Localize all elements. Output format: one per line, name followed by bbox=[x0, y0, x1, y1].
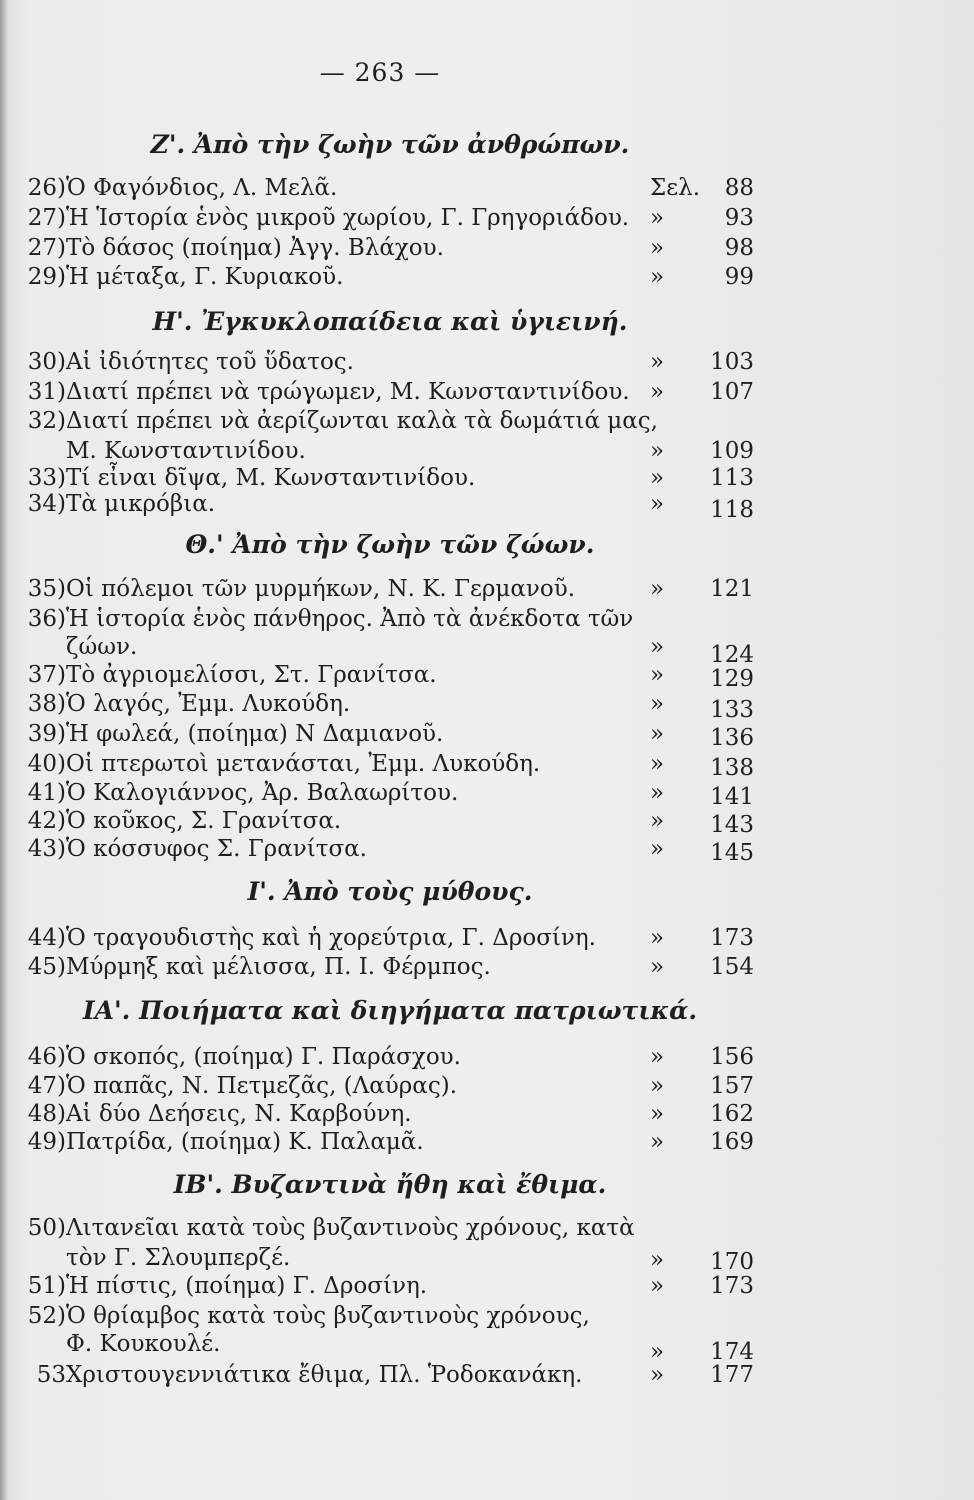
ditto-mark: » bbox=[650, 1362, 665, 1388]
entry-number: 38) bbox=[27, 691, 66, 717]
ditto-mark: » bbox=[650, 751, 665, 777]
entry-page: 103 bbox=[710, 349, 754, 375]
ditto-mark: » bbox=[650, 205, 665, 231]
entry-title: Ὁ θρίαμβος κατὰ τοὺς βυζαντινοὺς χρόνους, bbox=[66, 1303, 590, 1329]
entry-title: Τὸ δάσος (ποίημα) Ἀγγ. Βλάχου. bbox=[66, 235, 444, 261]
entry-title: Οἱ πτερωτοὶ μετανάσται, Ἐμμ. Λυκούδη. bbox=[66, 751, 541, 777]
entry-title: Ὁ λαγός, Ἐμμ. Λυκούδη. bbox=[66, 691, 351, 717]
entry-title: Ἡ πίστις, (ποίημα) Γ. Δροσίνη. bbox=[66, 1273, 428, 1299]
entry-title: Ὁ σκοπός, (ποίημα) Γ. Παράσχου. bbox=[66, 1044, 461, 1070]
entry-number: 49) bbox=[27, 1129, 66, 1155]
entry-page: 162 bbox=[710, 1101, 754, 1127]
ditto-mark: » bbox=[650, 1247, 665, 1273]
entry-page: 138 bbox=[710, 755, 754, 781]
section-heading-i: Ι'. Ἀπὸ τοὺς μύθους. bbox=[247, 877, 533, 906]
entry-page: 177 bbox=[710, 1362, 754, 1388]
entry-number: 27) bbox=[27, 235, 66, 261]
entry-title: Αἱ ἰδιότητες τοῦ ὕδατος. bbox=[66, 349, 354, 375]
entry-page: 98 bbox=[724, 235, 754, 261]
page-label: Σελ. bbox=[650, 175, 701, 201]
entry-title: Τὰ μικρόβια. bbox=[66, 491, 216, 517]
entry-page: 154 bbox=[710, 954, 754, 980]
entry-number: 46) bbox=[27, 1044, 66, 1070]
entry-number: 37) bbox=[27, 662, 66, 688]
ditto-mark: » bbox=[650, 721, 665, 747]
entry-number: 30) bbox=[27, 349, 66, 375]
entry-page: 118 bbox=[710, 497, 754, 523]
entry-number: 36) bbox=[27, 606, 66, 632]
entry-number: 47) bbox=[27, 1073, 66, 1099]
entry-page: 143 bbox=[710, 812, 754, 838]
entry-number: 32) bbox=[27, 408, 66, 434]
ditto-mark: » bbox=[650, 349, 665, 375]
ditto-mark: » bbox=[650, 491, 665, 517]
ditto-mark: » bbox=[650, 438, 665, 464]
entry-title-continued: τὸν Γ. Σλουμπερζέ. bbox=[66, 1245, 291, 1271]
entry-title: Ὁ τραγουδιστὴς καὶ ἡ χορεύτρια, Γ. Δροσίνη. bbox=[66, 925, 596, 951]
entry-page: 173 bbox=[710, 1273, 754, 1299]
entry-title-continued: Φ. Κουκουλέ. bbox=[66, 1331, 221, 1357]
ditto-mark: » bbox=[650, 264, 665, 290]
entry-title: Ἡ ἱστορία ἑνὸς πάνθηρος. Ἀπὸ τὰ ἀνέκδοτα τῶν bbox=[66, 606, 634, 632]
ditto-mark: » bbox=[650, 808, 665, 834]
entry-title: Ἡ Ἱστορία ἑνὸς μικροῦ χωρίου, Γ. Γρηγοριάδου. bbox=[66, 205, 630, 231]
entry-title-continued: ζώων. bbox=[66, 634, 138, 660]
entry-number: 33) bbox=[27, 465, 66, 491]
entry-page: 129 bbox=[710, 666, 754, 692]
entry-title: Διατί πρέπει νὰ ἀερίζωνται καλὰ τὰ δωμάτιά μας, bbox=[66, 408, 658, 434]
entry-number: 43) bbox=[27, 836, 66, 862]
section-heading-ib: ΙΒ'. Βυζαντινὰ ἤθη καὶ ἔθιμα. bbox=[173, 1170, 607, 1199]
entry-page: 124 bbox=[710, 642, 754, 668]
entry-title: Χριστουγεννιάτικα ἔθιμα, Πλ. Ῥοδοκανάκη. bbox=[66, 1362, 583, 1388]
entry-page: 174 bbox=[710, 1339, 754, 1365]
entry-title: Μύρμηξ καὶ μέλισσα, Π. Ι. Φέρμπος. bbox=[66, 954, 491, 980]
entry-number: 44) bbox=[27, 925, 66, 951]
entry-number: 48) bbox=[27, 1101, 66, 1127]
ditto-mark: » bbox=[650, 1339, 665, 1365]
ditto-mark: » bbox=[650, 379, 665, 405]
entry-number: 41) bbox=[27, 780, 66, 806]
entry-title: Ὁ Καλογιάννος, Ἀρ. Βαλαωρίτου. bbox=[66, 780, 459, 806]
entry-number: 39) bbox=[27, 721, 66, 747]
entry-title: Τί εἶναι δῖψα, Μ. Κωνσταντινίδου. bbox=[66, 465, 476, 491]
entry-number: 51) bbox=[27, 1273, 66, 1299]
ditto-mark: » bbox=[650, 954, 665, 980]
entry-title: Ἡ μέταξα, Γ. Κυριακοῦ. bbox=[66, 264, 344, 290]
page-number: — 263 — bbox=[319, 58, 441, 87]
entry-title: Ὁ κόσσυφος Σ. Γρανίτσα. bbox=[66, 836, 367, 862]
ditto-mark: » bbox=[650, 780, 665, 806]
entry-title: Ἡ φωλεά, (ποίημα) Ν Δαμιανοῦ. bbox=[66, 721, 444, 747]
ditto-mark: » bbox=[650, 662, 665, 688]
section-heading-z: Ζ'. Ἀπὸ τὴν ζωὴν τῶν ἀνθρώπων. bbox=[150, 130, 630, 159]
entry-title: Ὁ παπᾶς, Ν. Πετμεζᾶς, (Λαύρας). bbox=[66, 1073, 457, 1099]
entry-page: 136 bbox=[710, 725, 754, 751]
ditto-mark: » bbox=[650, 235, 665, 261]
entry-page: 156 bbox=[710, 1044, 754, 1070]
ditto-mark: » bbox=[650, 576, 665, 602]
entry-number: 53 bbox=[36, 1362, 66, 1388]
entry-page: 121 bbox=[710, 576, 754, 602]
entry-number: 40) bbox=[27, 751, 66, 777]
entry-page: 170 bbox=[710, 1249, 754, 1275]
entry-number: 35) bbox=[27, 576, 66, 602]
entry-title: Διατί πρέπει νὰ τρώγωμεν, Μ. Κωνσταντινίδου. bbox=[66, 379, 630, 405]
ditto-mark: » bbox=[650, 1129, 665, 1155]
entry-title-continued: Μ. Κωνσταντινίδου. bbox=[66, 438, 306, 464]
section-heading-ia: ΙΑ'. Ποιήματα καὶ διηγήματα πατριωτικά. bbox=[82, 996, 698, 1025]
entry-page: 113 bbox=[710, 465, 754, 491]
entry-title: Οἱ πόλεμοι τῶν μυρμήκων, Ν. Κ. Γερμανοῦ. bbox=[66, 576, 575, 602]
entry-number: 34) bbox=[27, 491, 66, 517]
entry-page: 99 bbox=[724, 264, 754, 290]
entry-title: Ὁ Φαγόνδιος, Λ. Μελᾶ. bbox=[66, 175, 338, 201]
ditto-mark: » bbox=[650, 465, 665, 491]
entry-number: 26) bbox=[27, 175, 66, 201]
entry-page: 133 bbox=[710, 697, 754, 723]
entry-number: 31) bbox=[27, 379, 66, 405]
entry-number: 27) bbox=[27, 205, 66, 231]
entry-number: 45) bbox=[27, 954, 66, 980]
entry-number: 42) bbox=[27, 808, 66, 834]
section-heading-th: Θ.' Ἀπὸ τὴν ζωὴν τῶν ζώων. bbox=[185, 530, 595, 559]
ditto-mark: » bbox=[650, 634, 665, 660]
ditto-mark: » bbox=[650, 1044, 665, 1070]
entry-page: 169 bbox=[710, 1129, 754, 1155]
entry-number: 50) bbox=[27, 1215, 66, 1241]
entry-page: 157 bbox=[710, 1073, 754, 1099]
ditto-mark: » bbox=[650, 925, 665, 951]
ditto-mark: » bbox=[650, 691, 665, 717]
entry-title: Λιτανεῖαι κατὰ τοὺς βυζαντινοὺς χρόνους, κατὰ bbox=[66, 1215, 635, 1241]
entry-page: 141 bbox=[710, 784, 754, 810]
entry-title: Ὁ κοῦκος, Σ. Γρανίτσα. bbox=[66, 808, 342, 834]
entry-page: 109 bbox=[710, 438, 754, 464]
ditto-mark: » bbox=[650, 836, 665, 862]
ditto-mark: » bbox=[650, 1101, 665, 1127]
entry-title: Πατρίδα, (ποίημα) Κ. Παλαμᾶ. bbox=[66, 1129, 424, 1155]
entry-number: 29) bbox=[27, 264, 66, 290]
entry-title: Αἱ δύο Δεήσεις, Ν. Καρβούνη. bbox=[66, 1101, 412, 1127]
entry-number: 52) bbox=[27, 1303, 66, 1329]
entry-page: 173 bbox=[710, 925, 754, 951]
ditto-mark: » bbox=[650, 1273, 665, 1299]
entry-page: 88 bbox=[724, 175, 754, 201]
entry-page: 145 bbox=[710, 840, 754, 866]
section-heading-h: Η'. Ἐγκυκλοπαίδεια καὶ ὑγιεινή. bbox=[152, 307, 628, 336]
entry-page: 107 bbox=[710, 379, 754, 405]
ditto-mark: » bbox=[650, 1073, 665, 1099]
entry-title: Τὸ ἀγριομελίσσι, Στ. Γρανίτσα. bbox=[66, 662, 437, 688]
entry-page: 93 bbox=[724, 205, 754, 231]
